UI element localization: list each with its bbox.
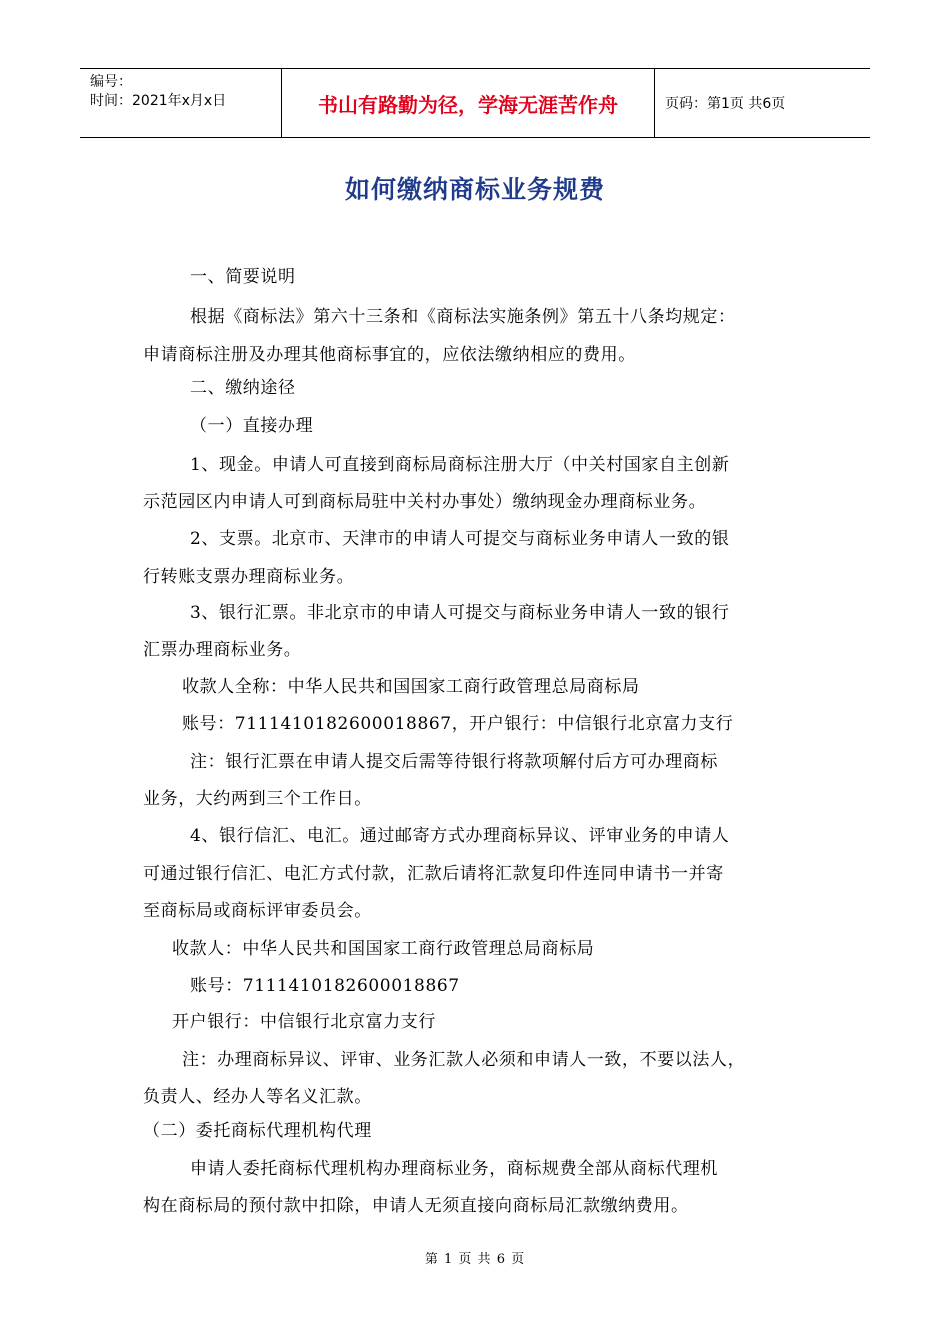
note-line: 业务，大约两到三个工作日。 [143, 789, 372, 809]
subsection-heading: （二）委托商标代理机构代理 [143, 1121, 372, 1141]
number-label: 编号： [90, 74, 132, 90]
note-line: 注：办理商标异议、评审、业务汇款人必须和申请人一致，不要以法人， [182, 1050, 746, 1070]
account-line: 账号：7111410182600018867，开户银行：中信银行北京富力支行 [182, 714, 734, 734]
header-table [80, 68, 870, 138]
motto-text: 书山有路勤为径，学海无涯苦作舟 [318, 92, 618, 117]
paragraph-line: 1、现金。申请人可直接到商标局商标注册大厅（中关村国家自主创新 [190, 455, 730, 475]
paragraph-line: 4、银行信汇、电汇。通过邮寄方式办理商标异议、评审业务的申请人 [190, 826, 730, 846]
subsection-heading: （一）直接办理 [190, 416, 314, 436]
note-line: 负责人、经办人等名义汇款。 [143, 1087, 372, 1107]
page-number-label: 页码：第1页 共6页 [665, 96, 786, 112]
section-heading: 一、简要说明 [190, 267, 296, 287]
paragraph-line: 申请人委托商标代理机构办理商标业务，商标规费全部从商标代理机 [190, 1159, 718, 1179]
account-line: 账号：7111410182600018867 [190, 976, 460, 996]
section-heading: 二、缴纳途径 [190, 378, 296, 398]
document-title: 如何缴纳商标业务规费 [344, 175, 605, 204]
header-info-cell [80, 69, 281, 137]
paragraph-line: 构在商标局的预付款中扣除，申请人无须直接向商标局汇款缴纳费用。 [143, 1196, 689, 1216]
paragraph-line: 2、支票。北京市、天津市的申请人可提交与商标业务申请人一致的银 [190, 529, 730, 549]
paragraph-line: 根据《商标法》第六十三条和《商标法实施条例》第五十八条均规定： [190, 307, 736, 327]
paragraph-line: 行转账支票办理商标业务。 [143, 567, 355, 587]
bank-line: 开户银行：中信银行北京富力支行 [172, 1012, 436, 1032]
paragraph-line: 3、银行汇票。非北京市的申请人可提交与商标业务申请人一致的银行 [190, 603, 730, 623]
paragraph-line: 至商标局或商标评审委员会。 [143, 901, 372, 921]
time-label: 时间：2021年x月x日 [90, 93, 227, 109]
paragraph-line: 示范园区内申请人可到商标局驻中关村办事处）缴纳现金办理商标业务。 [143, 492, 707, 512]
page-number-cell [655, 69, 870, 137]
paragraph-line: 申请商标注册及办理其他商标事宜的，应依法缴纳相应的费用。 [143, 345, 636, 365]
note-line: 注：银行汇票在申请人提交后需等待银行将款项解付后方可办理商标 [190, 752, 718, 772]
page-footer: 第 1 页 共 6 页 [424, 1252, 526, 1267]
payee-line: 收款人全称：中华人民共和国国家工商行政管理总局商标局 [182, 677, 640, 697]
paragraph-line: 汇票办理商标业务。 [143, 640, 302, 660]
payee-line: 收款人：中华人民共和国国家工商行政管理总局商标局 [172, 939, 595, 959]
paragraph-line: 可通过银行信汇、电汇方式付款，汇款后请将汇款复印件连同申请书一并寄 [143, 864, 724, 884]
motto-cell [281, 69, 655, 137]
